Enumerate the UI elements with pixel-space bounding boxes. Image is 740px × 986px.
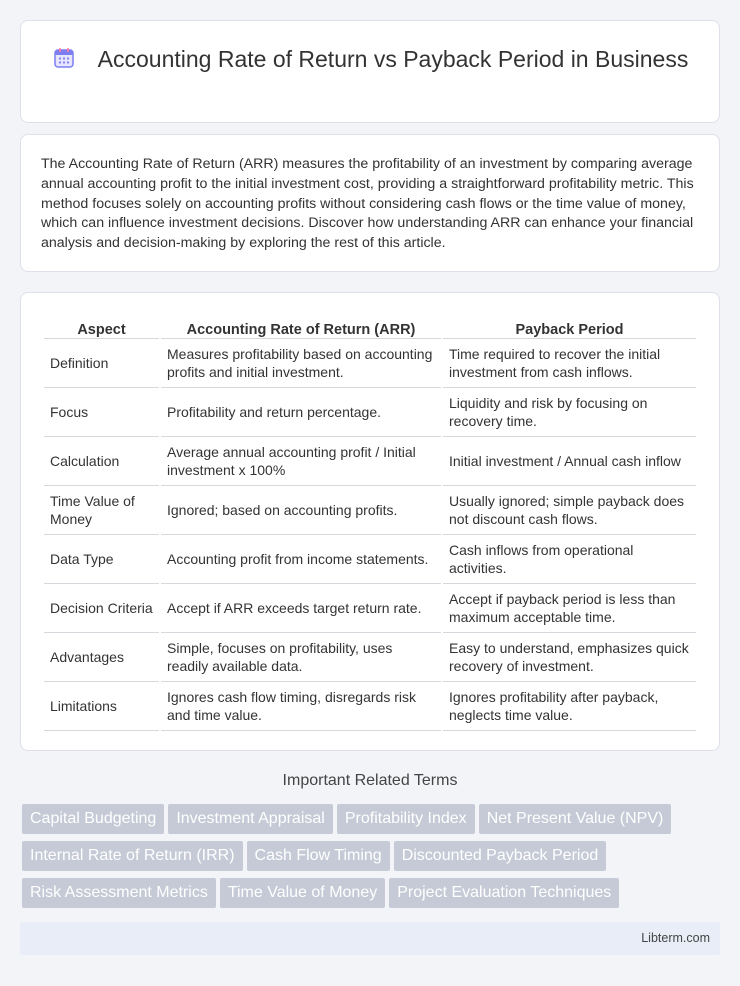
table-row bbox=[44, 633, 696, 682]
row-payback: Usually ignored; simple payback does not discount cash flows. bbox=[443, 486, 696, 535]
tag-investment-appraisal[interactable]: Investment Appraisal bbox=[168, 804, 333, 834]
table-row bbox=[44, 584, 696, 633]
calendar-icon bbox=[52, 46, 76, 70]
row-payback: Cash inflows from operational activities. bbox=[443, 535, 696, 584]
tag-profitability-index[interactable]: Profitability Index bbox=[337, 804, 475, 834]
row-arr: Simple, focuses on profitability, uses readily available data. bbox=[161, 633, 441, 682]
row-aspect: Limitations bbox=[44, 682, 159, 731]
table-row bbox=[44, 535, 696, 584]
tag-risk-assessment-metrics[interactable]: Risk Assessment Metrics bbox=[22, 878, 216, 908]
intro-text: The Accounting Rate of Return (ARR) measures the profitability of an investment by comparing average annual accounting profit to the initial investment cost, providing a straightforward profitability metric. This method focuses solely on accounting profits without considering cash flows or the time value of money, which can influence investment decisions. Discover how understanding ARR can enhance your financial analysis and decision-making by exploring the rest of this article. bbox=[41, 156, 694, 252]
tag-time-value-of-money[interactable]: Time Value of Money bbox=[220, 878, 385, 908]
intro-card bbox=[20, 134, 720, 272]
table-row bbox=[44, 682, 696, 731]
row-arr: Accept if ARR exceeds target return rate. bbox=[161, 584, 441, 633]
tag-capital-budgeting[interactable]: Capital Budgeting bbox=[22, 804, 164, 834]
row-aspect: Time Value of Money bbox=[44, 486, 159, 535]
table-row bbox=[44, 339, 696, 388]
row-aspect: Calculation bbox=[44, 437, 159, 486]
tag-internal-rate-of-return[interactable]: Internal Rate of Return (IRR) bbox=[22, 841, 243, 871]
row-payback: Liquidity and risk by focusing on recovery time. bbox=[443, 388, 696, 437]
row-arr: Ignored; based on accounting profits. bbox=[161, 486, 441, 535]
header-aspect: Aspect bbox=[44, 315, 159, 339]
header-arr: Accounting Rate of Return (ARR) bbox=[161, 315, 441, 339]
tag-cash-flow-timing[interactable]: Cash Flow Timing bbox=[247, 841, 390, 871]
tag-row bbox=[22, 878, 722, 915]
row-payback: Ignores profitability after payback, neglects time value. bbox=[443, 682, 696, 731]
row-aspect: Data Type bbox=[44, 535, 159, 584]
tag-row bbox=[22, 804, 722, 841]
table-row bbox=[44, 437, 696, 486]
title-card bbox=[20, 20, 720, 123]
page-title: Accounting Rate of Return vs Payback Period in Business bbox=[97, 46, 689, 72]
row-payback: Easy to understand, emphasizes quick recovery of investment. bbox=[443, 633, 696, 682]
row-aspect: Decision Criteria bbox=[44, 584, 159, 633]
row-payback: Time required to recover the initial investment from cash inflows. bbox=[443, 339, 696, 388]
table-row bbox=[44, 388, 696, 437]
footer-site-link[interactable]: Libterm.com bbox=[641, 931, 710, 945]
row-aspect: Definition bbox=[44, 339, 159, 388]
row-arr: Average annual accounting profit / Initial investment x 100% bbox=[161, 437, 441, 486]
row-arr: Measures profitability based on accounting profits and initial investment. bbox=[161, 339, 441, 388]
footer bbox=[20, 922, 720, 955]
page-title-wrap bbox=[21, 45, 719, 74]
tag-net-present-value[interactable]: Net Present Value (NPV) bbox=[479, 804, 672, 834]
related-terms-title: Important Related Terms bbox=[282, 772, 458, 789]
related-terms-list bbox=[22, 804, 722, 915]
tag-discounted-payback-period[interactable]: Discounted Payback Period bbox=[394, 841, 607, 871]
tag-row bbox=[22, 841, 722, 878]
row-aspect: Focus bbox=[44, 388, 159, 437]
comparison-table bbox=[42, 315, 698, 731]
row-payback: Initial investment / Annual cash inflow bbox=[443, 437, 696, 486]
tag-project-evaluation-techniques[interactable]: Project Evaluation Techniques bbox=[389, 878, 619, 908]
table-row bbox=[44, 486, 696, 535]
row-arr: Ignores cash flow timing, disregards risk and time value. bbox=[161, 682, 441, 731]
row-aspect: Advantages bbox=[44, 633, 159, 682]
comparison-table-card bbox=[20, 292, 720, 751]
row-payback: Accept if payback period is less than maximum acceptable time. bbox=[443, 584, 696, 633]
row-arr: Accounting profit from income statements. bbox=[161, 535, 441, 584]
header-payback: Payback Period bbox=[443, 315, 696, 339]
table-header-row bbox=[44, 315, 696, 339]
row-arr: Profitability and return percentage. bbox=[161, 388, 441, 437]
